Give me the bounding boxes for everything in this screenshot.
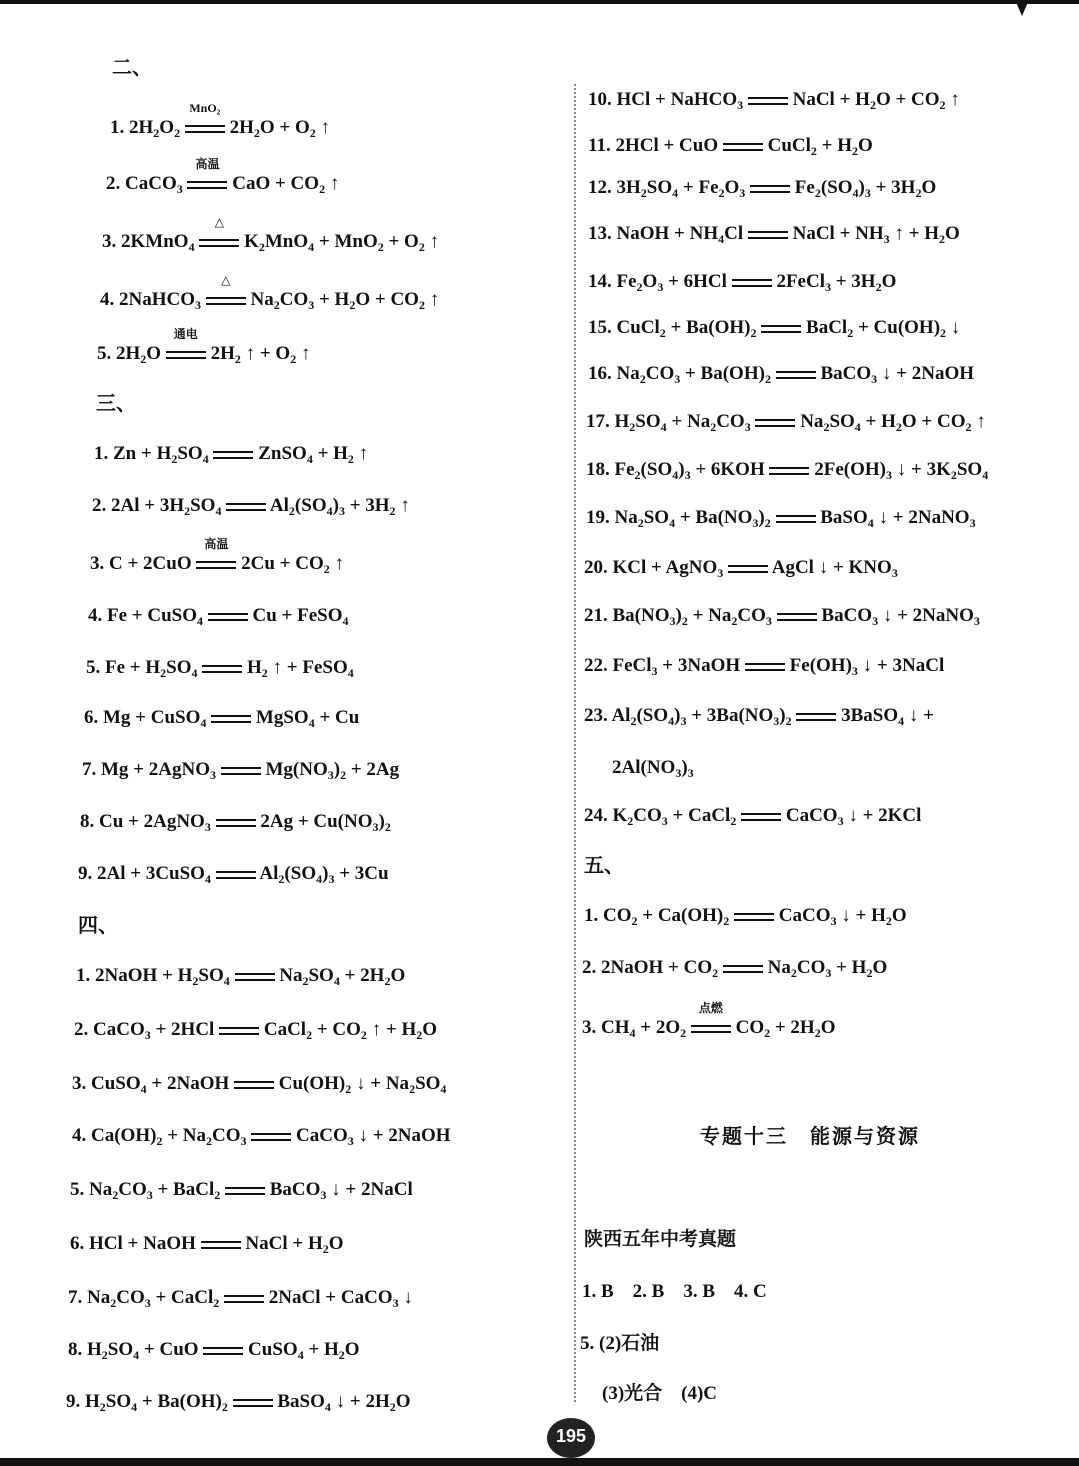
equation xyxy=(74,1018,437,1042)
equation-text: 21. $Ba(NO_3)_2 + Na_2CO_3$ BaCO$_3$ ↓ + 2NaNO$_3$ xyxy=(584,605,980,628)
equals-sign xyxy=(203,1338,243,1362)
equation-text: 11. 2HCl + CuO CuCl$_2$ + $H_2O$ xyxy=(588,135,873,158)
equation-text: 20. KCl + AgNO$_3$ AgCl ↓ + $KNO_3$ xyxy=(584,557,898,580)
equals-sign xyxy=(235,964,275,988)
equation-text: 9. 2Al + 3CuSO$_4$ $Al_2(SO_4)_3 + 3Cu$ xyxy=(78,863,389,886)
equation xyxy=(584,654,944,678)
equals-sign xyxy=(201,1232,241,1256)
topic-title: 专题十三 能源与资源 xyxy=(700,1126,920,1148)
equation xyxy=(92,494,410,518)
bottom-border xyxy=(0,1458,1079,1466)
equation xyxy=(70,1178,413,1202)
equals-sign xyxy=(723,956,763,980)
equation xyxy=(94,442,368,466)
equation-text: 1. $CO_2 + Ca(OH)_2$ CaCO$_3$ ↓ + $H_2O$ xyxy=(584,905,907,928)
equation-text: 22. FeCl$_3$ + 3NaOH $Fe(OH)_3$ ↓ + 3NaCl xyxy=(584,655,945,678)
equation xyxy=(586,410,986,434)
equation-text: 5. $Fe + H_2SO_4$ $H_2$ ↑ + FeSO$_4$ xyxy=(86,657,354,680)
equation-text: 3. 2KMnO$_4$ △ $K_2MnO_4 + MnO_2 + O_2$ ↑ xyxy=(102,215,440,254)
equation-text: 5. $Na_2CO_3$ + BaCl$_2$ BaCO$_3$ ↓ + 2NaCl xyxy=(70,1179,413,1202)
equation xyxy=(76,964,405,988)
equals-sign xyxy=(777,604,817,628)
equation xyxy=(68,1286,413,1310)
equation-text: 13. NaOH + $NH_4Cl$ NaCl + $NH_3$ ↑ + $H_2O$ xyxy=(588,223,960,246)
equation xyxy=(586,506,976,530)
equals-sign xyxy=(732,270,772,294)
equals-sign xyxy=(202,656,242,680)
equation-text: 23. $Al_2(SO_4)_3 + 3Ba(NO_3)_2$ 3BaSO$_4$ ↓ + xyxy=(584,705,934,728)
equation-text: 2. $2Al + 3H_2SO_4$ $Al_2(SO_4)_3 + 3H_2$ ↑ xyxy=(92,495,410,518)
equation-text: 16. $Na_2CO_3 + Ba(OH)_2$ BaCO$_3$ ↓ + 2NaOH xyxy=(588,363,974,386)
equals-sign xyxy=(206,273,246,312)
equation xyxy=(588,362,974,386)
equation xyxy=(70,1232,344,1256)
reaction-condition: △ xyxy=(214,215,224,229)
answers-line: (3)光合 (4)C xyxy=(602,1383,718,1404)
equation-text: 3. CuSO$_4$ + 2NaOH $Cu(OH)_2$ ↓ + $Na_2SO_4$ xyxy=(72,1073,447,1096)
equation xyxy=(102,215,440,254)
equation xyxy=(68,1338,360,1362)
equation xyxy=(88,604,349,628)
equation-text: 4. 2NaHCO$_3$ △ $Na_2CO_3 + H_2O + CO_2$ ↑ xyxy=(100,273,440,312)
equation-text: 9. $H_2SO_4 + Ba(OH)_2$ BaSO$_4$ ↓ + $2H_2O$ xyxy=(66,1391,411,1414)
equals-sign xyxy=(769,458,809,482)
equation xyxy=(84,706,359,730)
equals-sign xyxy=(216,862,256,886)
equation xyxy=(72,1124,451,1148)
equation-text: 2. 2NaOH + $CO_2$ $Na_2CO_3 + H_2O$ xyxy=(582,957,888,980)
equation-text: 14. $Fe_2O_3 + 6HCl$ 2FeCl$_3$ + $3H_2O$ xyxy=(588,271,897,294)
equals-sign xyxy=(234,1072,274,1096)
page-number: 195 xyxy=(555,1426,587,1446)
equation xyxy=(588,176,936,200)
equals-sign xyxy=(166,327,206,366)
reaction-condition: 点燃 xyxy=(698,1001,723,1015)
equation-text: 17. $H_2SO_4 + Na_2CO_3$ $Na_2SO_4 + H_2O + CO_2$ ↑ xyxy=(586,411,986,434)
equation-text: 4. $Ca(OH)_2 + Na_2CO_3$ CaCO$_3$ ↓ + 2NaOH xyxy=(72,1125,451,1148)
equation-text: 18. $Fe_2(SO_4)_3 + 6KOH$ $2Fe(OH)_3$ ↓ + $3K_2SO_4$ xyxy=(586,459,989,482)
section-heading-5: 五、 xyxy=(584,855,624,877)
equation xyxy=(588,134,873,158)
equals-sign xyxy=(745,654,785,678)
equation-text: $2Al(NO_3)_3$ xyxy=(612,757,694,780)
top-border xyxy=(0,0,1079,4)
reaction-condition: MnO₂ xyxy=(189,101,221,115)
equation xyxy=(588,222,960,246)
equation xyxy=(78,862,389,886)
equation-text: 4. Fe + CuSO$_4$ Cu + FeSO$_4$ xyxy=(88,605,349,628)
equation-continuation xyxy=(612,756,694,780)
equals-sign xyxy=(691,1001,731,1040)
equation xyxy=(584,804,921,828)
equals-sign xyxy=(213,442,253,466)
equation xyxy=(584,604,980,628)
section-heading-3: 三、 xyxy=(96,393,136,415)
equation xyxy=(584,556,898,580)
equals-sign xyxy=(221,758,261,782)
equation xyxy=(86,656,354,680)
equals-sign xyxy=(187,157,227,196)
equals-sign xyxy=(226,494,266,518)
equation xyxy=(82,758,399,782)
equation xyxy=(97,327,311,366)
reaction-condition: 高温 xyxy=(204,537,229,551)
equation-text: 1. 2NaOH + $H_2SO_4$ $Na_2SO_4 + 2H_2O$ xyxy=(76,965,406,988)
equals-sign xyxy=(225,1178,265,1202)
equation-text: 8. Cu + 2AgNO$_3$ $2Ag + Cu(NO_3)_2$ xyxy=(80,811,391,834)
exam-section-label: 陕西五年中考真题 xyxy=(584,1229,737,1250)
equals-sign xyxy=(211,706,251,730)
equals-sign xyxy=(199,215,239,254)
equals-sign xyxy=(216,810,256,834)
equals-sign xyxy=(185,101,225,140)
equation-text: 24. $K_2CO_3$ + CaCl$_2$ CaCO$_3$ ↓ + 2KCl xyxy=(584,805,922,828)
answers-line: 5. (2)石油 xyxy=(580,1333,660,1354)
equals-sign xyxy=(748,88,788,112)
equals-sign xyxy=(734,904,774,928)
equation-text: 1. $2H_2O_2$ MnO₂ $2H_2O + O_2$ ↑ xyxy=(110,101,330,140)
equals-sign xyxy=(196,537,236,576)
reaction-condition: 通电 xyxy=(173,327,198,341)
equation-text: 1. $Zn + H_2SO_4$ ZnSO$_4$ + $H_2$ ↑ xyxy=(94,443,369,466)
column-divider xyxy=(574,84,577,1402)
equation xyxy=(588,316,960,340)
equation-text: 19. $Na_2SO_4 + Ba(NO_3)_2$ BaSO$_4$ ↓ + 2NaNO$_3$ xyxy=(586,507,976,530)
equation xyxy=(584,704,934,728)
equation-text: 7. $Na_2CO_3$ + CaCl$_2$ 2NaCl + CaCO$_3$ ↓ xyxy=(68,1287,413,1310)
equals-sign xyxy=(224,1286,264,1310)
equals-sign xyxy=(761,316,801,340)
equation xyxy=(90,537,344,576)
equals-sign xyxy=(748,222,788,246)
equation-text: 6. Mg + CuSO$_4$ MgSO$_4$ + Cu xyxy=(84,707,360,730)
equals-sign xyxy=(796,704,836,728)
section-heading-2: 二、 xyxy=(112,57,152,79)
equation xyxy=(588,88,960,112)
reaction-condition: 高温 xyxy=(195,157,220,171)
equation-text: 10. HCl + NaHCO$_3$ NaCl + $H_2O + CO_2$ ↑ xyxy=(588,89,960,112)
equation xyxy=(100,273,440,312)
section-heading-4: 四、 xyxy=(78,915,118,937)
equation xyxy=(106,157,340,196)
equation-text: 8. $H_2SO_4$ + CuO CuSO$_4$ + $H_2O$ xyxy=(68,1339,360,1362)
equation-text: 3. $CH_4 + 2O_2$ 点燃 $CO_2 + 2H_2O$ xyxy=(582,1001,836,1040)
equals-sign xyxy=(741,804,781,828)
equals-sign xyxy=(776,506,816,530)
equation-text: 15. CuCl$_2$ + $Ba(OH)_2$ BaCl$_2$ + $Cu(OH)_2$ ↓ xyxy=(588,317,961,340)
equation-text: 7. Mg + 2AgNO$_3$ $Mg(NO_3)_2 + 2Ag$ xyxy=(82,759,400,782)
equation xyxy=(588,270,896,294)
equals-sign xyxy=(776,362,816,386)
equation xyxy=(66,1390,411,1414)
equation xyxy=(72,1072,446,1096)
equals-sign xyxy=(750,176,790,200)
equation xyxy=(110,101,330,140)
equals-sign xyxy=(251,1124,291,1148)
equation xyxy=(80,810,391,834)
equation xyxy=(586,458,988,482)
equals-sign xyxy=(728,556,768,580)
equation xyxy=(582,1001,836,1040)
equals-sign xyxy=(219,1018,259,1042)
equation xyxy=(584,904,907,928)
equation-text: 12. $3H_2SO_4 + Fe_2O_3$ $Fe_2(SO_4)_3 + 3H_2O$ xyxy=(588,177,937,200)
equation-text: 3. C + 2CuO 高温 $2Cu + CO_2$ ↑ xyxy=(90,537,344,576)
page-number-badge xyxy=(547,1418,595,1458)
equals-sign xyxy=(755,410,795,434)
equation-text: 6. HCl + NaOH NaCl + $H_2O$ xyxy=(70,1233,344,1256)
equation-text: 5. $2H_2O$ 通电 $2H_2$ ↑ + $O_2$ ↑ xyxy=(97,327,311,366)
reaction-condition: △ xyxy=(221,273,231,287)
corner-mark xyxy=(1016,2,1028,16)
equals-sign xyxy=(208,604,248,628)
answers-line: 1. B 2. B 3. B 4. C xyxy=(582,1281,767,1302)
equation-text: 2. CaCO$_3$ + 2HCl CaCl$_2$ + $CO_2$ ↑ + $H_2O$ xyxy=(74,1019,438,1042)
equation-text: 2. CaCO$_3$ 高温 CaO + $CO_2$ ↑ xyxy=(106,157,340,196)
equals-sign xyxy=(233,1390,273,1414)
equals-sign xyxy=(723,134,763,158)
equation xyxy=(582,956,887,980)
